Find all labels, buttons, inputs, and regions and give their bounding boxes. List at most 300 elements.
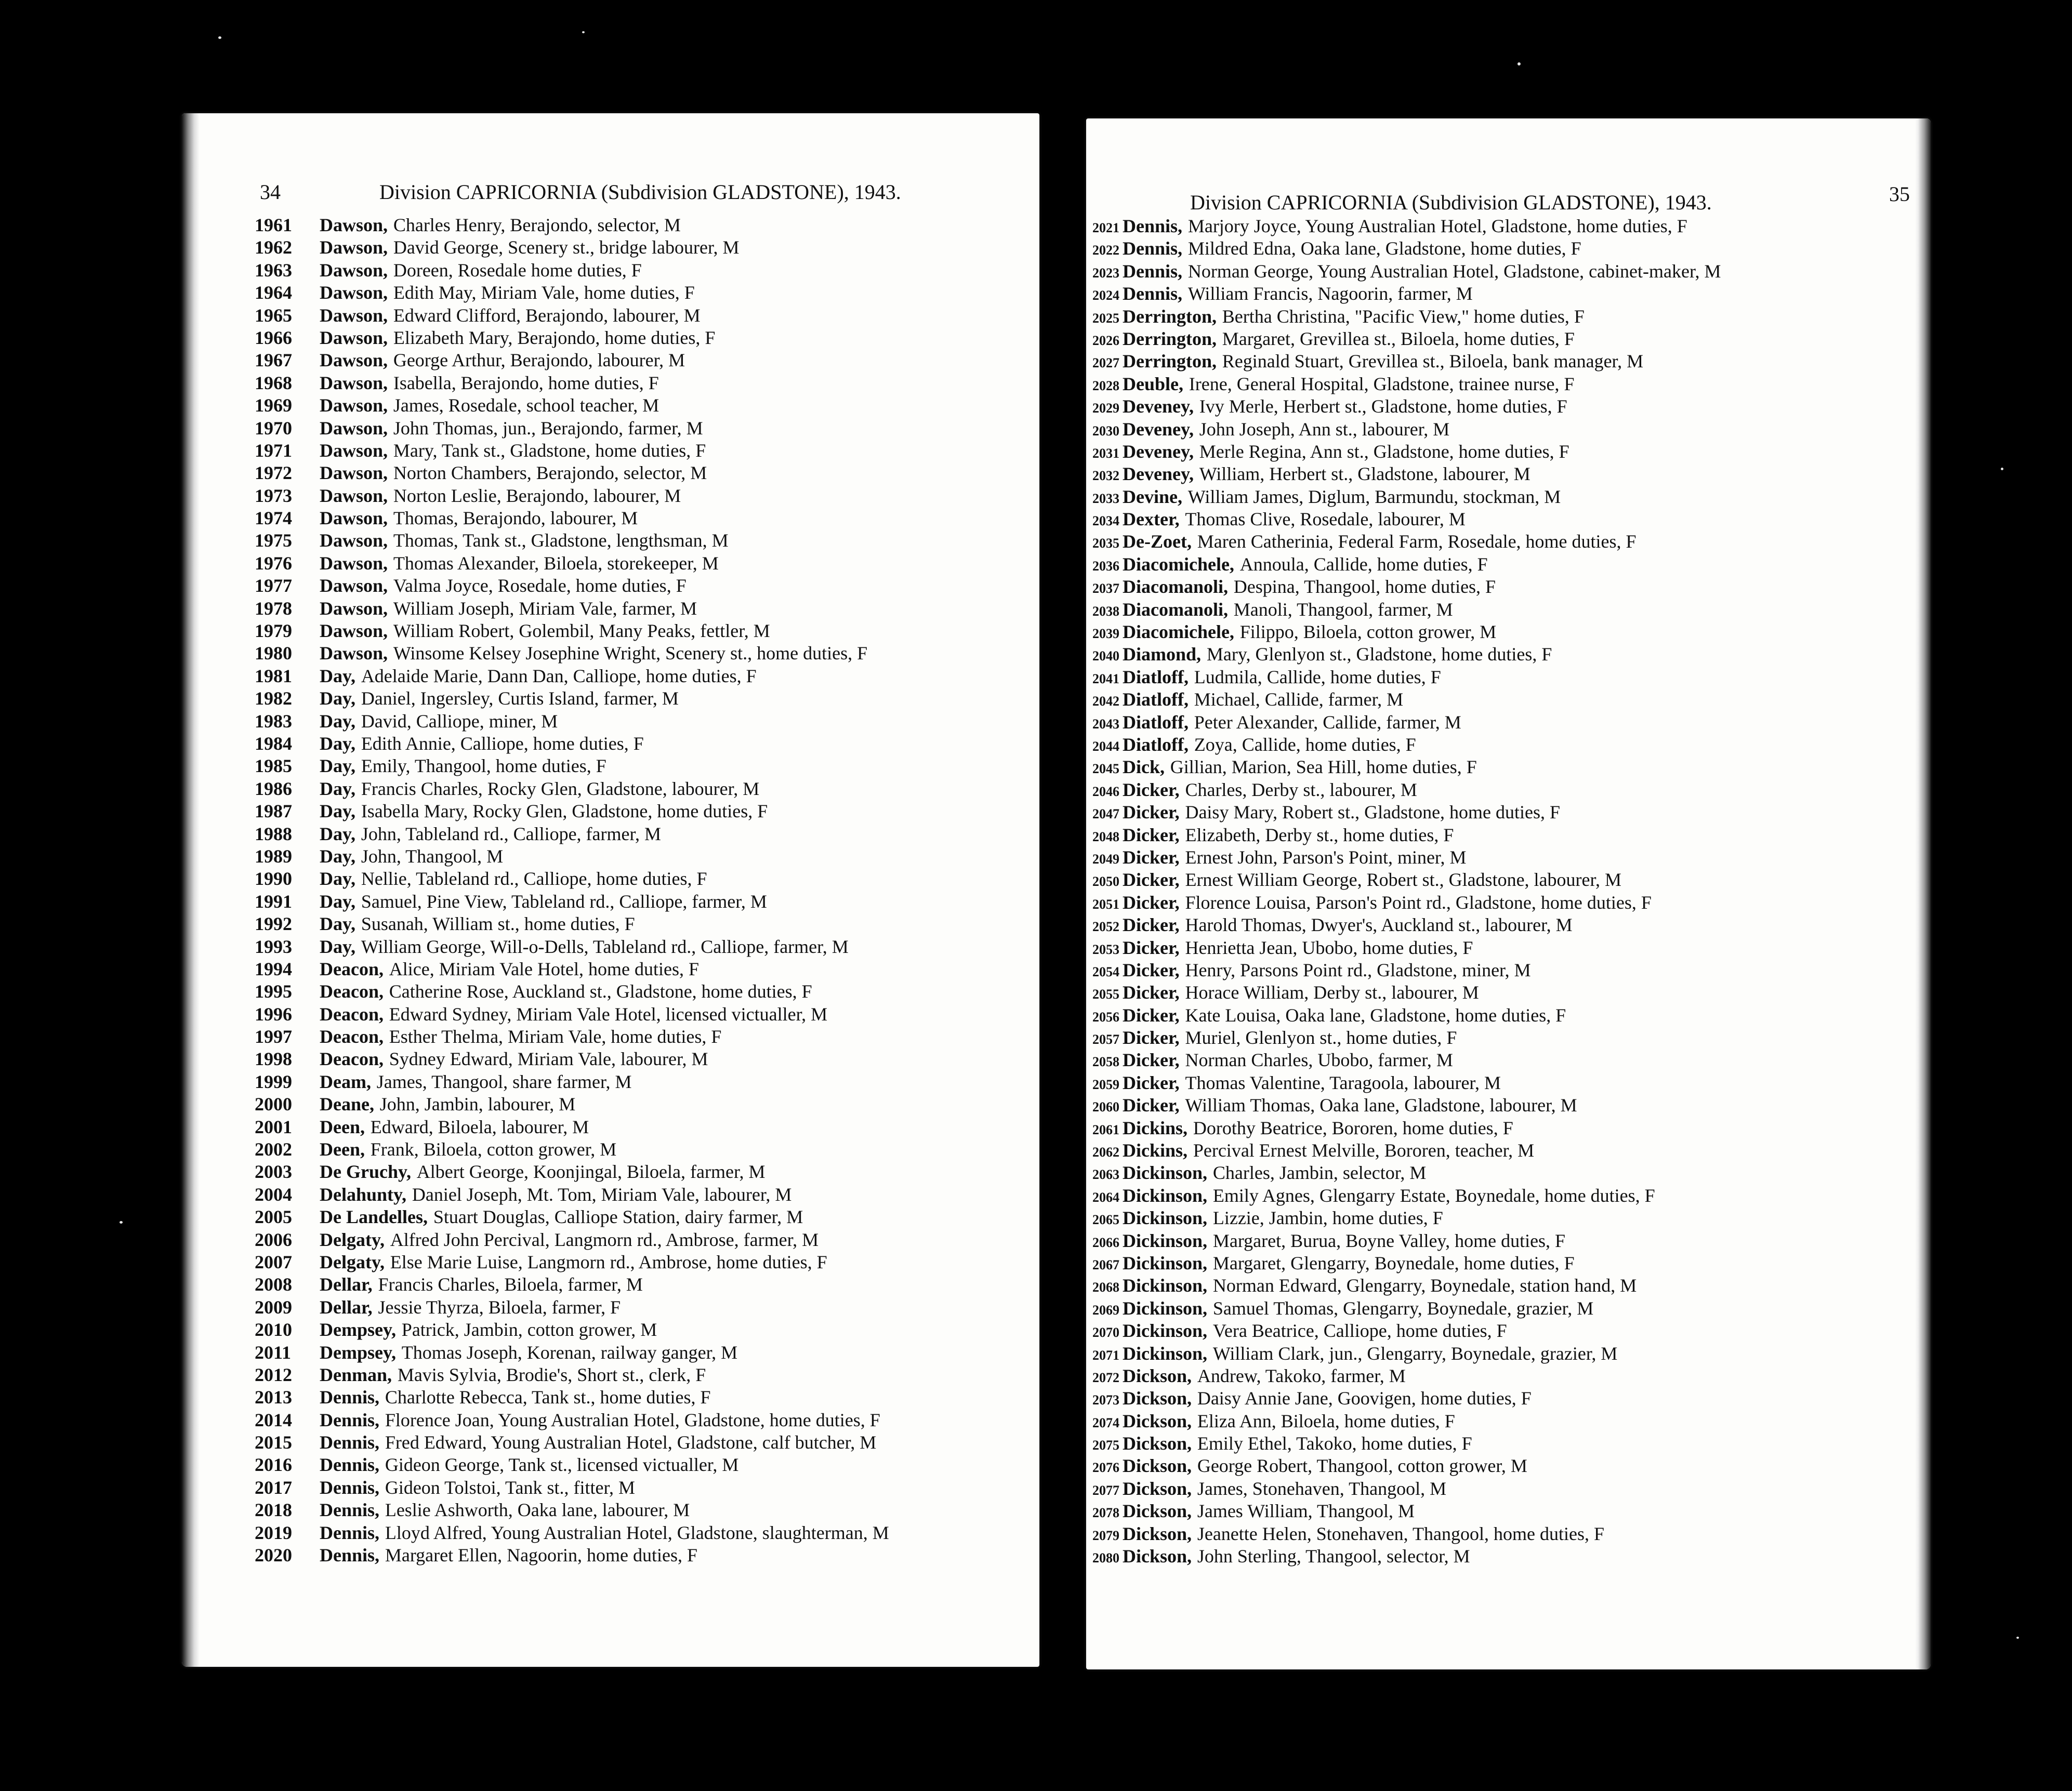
elector-surname: Day, [320, 913, 356, 935]
entry-number: 2038 [1092, 603, 1119, 619]
elector-details: Francis Charles, Biloela, farmer, M [378, 1274, 643, 1295]
elector-surname: Dickinson, [1123, 1252, 1208, 1273]
entry-number: 2028 [1092, 378, 1119, 393]
elector-surname: Day, [320, 755, 356, 777]
roll-entry [255, 936, 1024, 958]
elector-details: John Joseph, Ann st., labourer, M [1199, 418, 1450, 440]
entry-number: 2007 [255, 1251, 292, 1272]
elector-surname: Dennis, [1123, 283, 1183, 304]
elector-details: Esther Thelma, Miriam Vale, home duties, F [389, 1026, 722, 1047]
elector-surname: Dickson, [1123, 1501, 1192, 1522]
elector-surname: Dennis, [1123, 238, 1183, 259]
elector-details: Henrietta Jean, Ubobo, home duties, F [1185, 937, 1473, 958]
roll-entry [1092, 756, 1919, 778]
entry-number: 1971 [255, 440, 292, 461]
entry-number: 2060 [1092, 1099, 1119, 1115]
roll-entry [255, 958, 1024, 980]
elector-details: Valma Joyce, Rosedale, home duties, F [393, 575, 687, 596]
entry-number: 2054 [1092, 964, 1119, 979]
elector-details: Bertha Christina, "Pacific View," home duties, F [1222, 306, 1585, 327]
roll-entry [255, 1048, 1024, 1070]
entry-number: 2041 [1092, 671, 1119, 686]
elector-details: Harold Thomas, Dwyer's, Auckland st., labourer, M [1185, 914, 1573, 936]
roll-entry [1092, 1365, 1919, 1387]
elector-details: John, Tableland rd., Calliope, farmer, M [361, 823, 662, 844]
elector-details: Lloyd Alfred, Young Australian Hotel, Gladstone, slaughterman, M [385, 1522, 889, 1543]
roll-entry [255, 845, 1024, 868]
elector-surname: Dicker, [1123, 824, 1180, 845]
entry-number: 2018 [255, 1500, 292, 1521]
roll-entry [1092, 1432, 1919, 1455]
elector-surname: Dickson, [1123, 1388, 1192, 1409]
elector-details: Alice, Miriam Vale Hotel, home duties, F [389, 958, 700, 979]
elector-surname: Dickinson, [1123, 1320, 1208, 1342]
elector-surname: Day, [320, 936, 356, 957]
elector-surname: Day, [320, 868, 356, 890]
elector-details: Henry, Parsons Point rd., Gladstone, miner, M [1185, 959, 1531, 980]
entry-number: 1993 [255, 936, 292, 957]
elector-surname: Dickinson, [1123, 1162, 1208, 1184]
elector-surname: Dickinson, [1123, 1230, 1208, 1251]
elector-surname: Deveney, [1123, 463, 1194, 485]
entry-number: 1994 [255, 958, 292, 979]
roll-entry [255, 598, 1024, 620]
elector-surname: Dellar, [320, 1296, 373, 1318]
entry-number: 1982 [255, 688, 292, 709]
entry-number: 2020 [255, 1545, 292, 1566]
film-speck [120, 1221, 123, 1224]
roll-entry [255, 1161, 1024, 1183]
roll-entry [1092, 283, 1919, 305]
roll-entries [255, 214, 1024, 1567]
elector-details: Thomas Alexander, Biloela, storekeeper, M [393, 552, 719, 574]
elector-surname: Devine, [1123, 486, 1182, 507]
roll-entry [255, 372, 1024, 394]
elector-surname: Dickson, [1123, 1410, 1192, 1431]
elector-surname: Dicker, [1123, 1095, 1180, 1116]
elector-details: William Robert, Golembil, Many Peaks, fettler, M [393, 620, 770, 642]
roll-entry [255, 1026, 1024, 1048]
elector-details: Ernest William George, Robert st., Gladstone, labourer, M [1185, 869, 1622, 891]
roll-entry [255, 1499, 1024, 1521]
entry-number: 2025 [1092, 310, 1119, 326]
roll-entry [255, 1003, 1024, 1026]
roll-entry [255, 259, 1024, 282]
roll-entry [255, 1454, 1024, 1476]
roll-entry [255, 529, 1024, 552]
elector-surname: Dicker, [1123, 1072, 1180, 1093]
entry-number: 1974 [255, 508, 292, 529]
elector-surname: Dicker, [1123, 1050, 1180, 1071]
roll-entry [1092, 1185, 1919, 1207]
elector-details: James, Stonehaven, Thangool, M [1197, 1478, 1447, 1499]
elector-surname: Dawson, [320, 620, 388, 642]
elector-surname: Dickinson, [1123, 1343, 1208, 1364]
elector-surname: Delgaty, [320, 1251, 385, 1272]
elector-surname: Diatloff, [1123, 711, 1189, 733]
elector-details: James, Rosedale, school teacher, M [393, 395, 659, 416]
entry-number: 1986 [255, 778, 292, 799]
roll-entry [1092, 1545, 1919, 1568]
elector-surname: Dicker, [1123, 869, 1180, 891]
elector-surname: Dawson, [320, 485, 388, 506]
elector-surname: Dawson, [320, 598, 388, 619]
roll-entry [255, 349, 1024, 372]
entry-number: 1968 [255, 372, 292, 393]
elector-details: William Thomas, Oaka lane, Gladstone, labourer, M [1185, 1095, 1577, 1116]
elector-details: Margaret, Grevillea st., Biloela, home duties, F [1222, 328, 1575, 349]
roll-entry [255, 462, 1024, 484]
entry-number: 1998 [255, 1049, 292, 1070]
elector-details: Michael, Callide, farmer, M [1194, 689, 1404, 710]
elector-details: Elizabeth Mary, Berajondo, home duties, F [393, 327, 716, 348]
roll-entry [1092, 1252, 1919, 1275]
entry-number: 2059 [1092, 1077, 1119, 1092]
elector-surname: Dickson, [1123, 1455, 1192, 1477]
elector-details: Zoya, Callide, home duties, F [1194, 734, 1416, 755]
elector-details: George Robert, Thangool, cotton grower, M [1197, 1455, 1527, 1477]
entry-number: 2070 [1092, 1325, 1119, 1341]
entry-number: 1972 [255, 462, 292, 484]
roll-entry [255, 1386, 1024, 1409]
elector-details: Nellie, Tableland rd., Calliope, home duties, F [361, 868, 707, 890]
entry-number: 2019 [255, 1522, 292, 1543]
entry-number: 1999 [255, 1071, 292, 1092]
page-edge [182, 113, 200, 1667]
elector-surname: Dicker, [1123, 779, 1180, 800]
elector-details: Fred Edward, Young Australian Hotel, Gladstone, calf butcher, M [385, 1432, 877, 1453]
elector-details: Thomas, Tank st., Gladstone, lengthsman, M [393, 530, 729, 551]
elector-surname: Dickinson, [1123, 1185, 1208, 1206]
entry-number: 2064 [1092, 1189, 1119, 1205]
roll-entry [1092, 373, 1919, 395]
roll-entry [255, 1206, 1024, 1228]
roll-entry [1092, 892, 1919, 914]
elector-details: Lizzie, Jambin, home duties, F [1212, 1208, 1443, 1229]
page-header: Division CAPRICORNIA (Subdivision GLADSTONE), 1943. [379, 180, 901, 204]
entry-number: 2046 [1092, 784, 1119, 799]
elector-surname: Deveney, [1123, 396, 1194, 417]
entry-number: 2066 [1092, 1235, 1119, 1250]
elector-surname: De Gruchy, [320, 1161, 411, 1183]
elector-details: Kate Louisa, Oaka lane, Gladstone, home duties, F [1185, 1004, 1566, 1026]
elector-surname: Dicker, [1123, 846, 1180, 868]
elector-details: William George, Will-o-Dells, Tableland rd., Calliope, farmer, M [361, 936, 849, 957]
entry-number: 2024 [1092, 288, 1119, 303]
elector-surname: Dawson, [320, 417, 388, 439]
elector-details: Margaret Ellen, Nagoorin, home duties, F [385, 1545, 698, 1566]
entry-number: 2034 [1092, 513, 1119, 529]
elector-details: Catherine Rose, Auckland st., Gladstone, home duties, F [389, 981, 812, 1002]
right-page [1086, 118, 1931, 1669]
elector-details: Ludmila, Callide, home duties, F [1194, 666, 1441, 687]
elector-surname: Dawson, [320, 530, 388, 551]
roll-entry [1092, 1523, 1919, 1545]
elector-surname: Dicker, [1123, 982, 1180, 1003]
entry-number: 2071 [1092, 1347, 1119, 1363]
elector-details: Merle Regina, Ann st., Gladstone, home duties, F [1199, 441, 1569, 462]
roll-entry [255, 304, 1024, 327]
roll-entry [255, 755, 1024, 777]
entry-number: 2072 [1092, 1370, 1119, 1385]
elector-surname: Diamond, [1123, 644, 1202, 665]
entry-number: 2076 [1092, 1460, 1119, 1476]
film-speck [1517, 62, 1521, 65]
roll-entry [255, 1229, 1024, 1251]
entry-number: 2068 [1092, 1280, 1119, 1295]
entry-number: 2033 [1092, 490, 1119, 506]
entry-number: 2043 [1092, 716, 1119, 732]
entry-number: 2039 [1092, 626, 1119, 642]
entry-number: 2022 [1092, 243, 1119, 258]
film-speck [2016, 1637, 2019, 1639]
elector-surname: Dawson, [320, 440, 388, 461]
elector-surname: Dexter, [1123, 509, 1180, 530]
roll-entry [1092, 643, 1919, 666]
roll-entry [255, 1184, 1024, 1206]
elector-surname: Dickins, [1123, 1117, 1188, 1138]
elector-surname: Dennis, [320, 1522, 380, 1543]
elector-surname: Deane, [320, 1094, 374, 1115]
elector-details: William Francis, Nagoorin, farmer, M [1187, 283, 1473, 304]
entry-number: 2016 [255, 1454, 292, 1476]
elector-surname: Dickinson, [1123, 1297, 1208, 1319]
elector-details: Eliza Ann, Biloela, home duties, F [1197, 1410, 1455, 1431]
elector-surname: Dawson, [320, 643, 388, 664]
roll-entry [1092, 328, 1919, 350]
elector-details: Daisy Annie Jane, Goovigen, home duties, F [1197, 1388, 1532, 1409]
roll-entry [255, 394, 1024, 417]
entry-number: 1980 [255, 643, 292, 664]
entry-number: 1988 [255, 823, 292, 844]
entry-number: 2062 [1092, 1145, 1119, 1160]
elector-surname: Dickins, [1123, 1140, 1188, 1161]
elector-details: Samuel Thomas, Glengarry, Boynedale, grazier, M [1212, 1297, 1594, 1319]
entry-number: 1983 [255, 710, 292, 732]
entry-number: 1964 [255, 282, 292, 303]
elector-details: Irene, General Hospital, Gladstone, trainee nurse, F [1189, 373, 1575, 394]
roll-entry [1092, 959, 1919, 981]
roll-entry [1092, 599, 1919, 621]
entry-number: 2005 [255, 1206, 292, 1228]
elector-details: Horace William, Derby st., labourer, M [1185, 982, 1479, 1003]
entry-number: 2015 [255, 1432, 292, 1453]
entry-number: 2080 [1092, 1550, 1119, 1566]
entry-number: 2000 [255, 1094, 292, 1115]
elector-details: Daniel Joseph, Mt. Tom, Miriam Vale, labourer, M [412, 1184, 792, 1205]
roll-entry [1092, 688, 1919, 711]
elector-surname: Dick, [1123, 757, 1165, 778]
roll-entry [1092, 463, 1919, 485]
roll-entry [1092, 1478, 1919, 1500]
entry-number: 1965 [255, 304, 292, 326]
elector-details: Adelaide Marie, Dann Dan, Calliope, home duties, F [361, 665, 757, 686]
roll-entry [1092, 1297, 1919, 1320]
elector-details: Ivy Merle, Herbert st., Gladstone, home duties, F [1199, 396, 1567, 417]
elector-surname: Deen, [320, 1139, 365, 1160]
elector-surname: Dickson, [1123, 1523, 1192, 1544]
roll-entry [1092, 846, 1919, 869]
elector-details: Elizabeth, Derby st., home duties, F [1185, 824, 1454, 845]
elector-details: Andrew, Takoko, farmer, M [1197, 1365, 1406, 1386]
elector-details: Florence Louisa, Parson's Point rd., Gladstone, home duties, F [1185, 892, 1652, 913]
elector-details: Norton Chambers, Berajondo, selector, M [393, 462, 707, 484]
elector-details: Thomas Joseph, Korenan, railway ganger, M [401, 1342, 738, 1363]
roll-entry [1092, 1094, 1919, 1117]
entry-number: 1989 [255, 845, 292, 867]
elector-surname: Day, [320, 688, 356, 709]
entry-number: 2008 [255, 1274, 292, 1295]
elector-details: James William, Thangool, M [1197, 1501, 1415, 1522]
roll-entry [255, 417, 1024, 440]
entry-number: 2009 [255, 1296, 292, 1318]
elector-details: Albert George, Koonjingal, Biloela, farmer, M [416, 1161, 766, 1183]
entry-number: 2003 [255, 1161, 292, 1183]
elector-details: Mildred Edna, Oaka lane, Gladstone, home duties, F [1187, 238, 1581, 259]
roll-entry [1092, 1027, 1919, 1049]
roll-entry [255, 282, 1024, 304]
elector-surname: Deam, [320, 1071, 371, 1092]
entry-number: 2069 [1092, 1302, 1119, 1318]
elector-details: Norman Edward, Glengarry, Boynedale, station hand, M [1212, 1275, 1637, 1296]
elector-surname: Dicker, [1123, 1004, 1180, 1026]
elector-details: Gideon Tolstoi, Tank st., fitter, M [385, 1477, 635, 1498]
roll-entry [1092, 937, 1919, 959]
elector-surname: Day, [320, 778, 356, 799]
entry-number: 1973 [255, 485, 292, 506]
elector-surname: Dickson, [1123, 1433, 1192, 1454]
elector-details: Daisy Mary, Robert st., Gladstone, home duties, F [1185, 802, 1561, 823]
entry-number: 2037 [1092, 581, 1119, 596]
elector-details: Florence Joan, Young Australian Hotel, Gladstone, home duties, F [385, 1409, 880, 1430]
roll-entry [255, 485, 1024, 507]
elector-details: John Thomas, jun., Berajondo, farmer, M [393, 417, 703, 439]
elector-details: Isabella Mary, Rocky Glen, Gladstone, home duties, F [361, 801, 768, 822]
elector-details: Marjory Joyce, Young Australian Hotel, Gladstone, home duties, F [1187, 216, 1687, 236]
entry-number: 1976 [255, 552, 292, 574]
entry-number: 2026 [1092, 333, 1119, 348]
entry-number: 2055 [1092, 987, 1119, 1002]
roll-entry [255, 823, 1024, 845]
roll-entry [1092, 981, 1919, 1004]
entry-number: 2014 [255, 1409, 292, 1430]
roll-entry [255, 733, 1024, 755]
entry-number: 1969 [255, 395, 292, 416]
elector-surname: Deveney, [1123, 418, 1194, 440]
elector-surname: Dawson, [320, 237, 388, 258]
entry-number: 2004 [255, 1184, 292, 1205]
entry-number: 2065 [1092, 1212, 1119, 1228]
elector-surname: Deuble, [1123, 373, 1183, 394]
entry-number: 2032 [1092, 468, 1119, 484]
roll-entry [1092, 1049, 1919, 1071]
entry-number: 2027 [1092, 355, 1119, 371]
elector-details: Leslie Ashworth, Oaka lane, labourer, M [385, 1500, 690, 1521]
roll-entry [1092, 1117, 1919, 1139]
elector-details: William Joseph, Miriam Vale, farmer, M [393, 598, 697, 619]
elector-details: George Arthur, Berajondo, labourer, M [393, 350, 685, 371]
elector-surname: Dawson, [320, 508, 388, 529]
page-header: Division CAPRICORNIA (Subdivision GLADSTONE), 1943. [1190, 191, 1712, 214]
elector-details: Muriel, Glenlyon st., home duties, F [1185, 1027, 1457, 1049]
roll-entry [1092, 1500, 1919, 1522]
elector-surname: Dellar, [320, 1274, 373, 1295]
roll-entry [1092, 621, 1919, 643]
entry-number: 1961 [255, 215, 292, 235]
elector-details: William, Herbert st., Gladstone, labourer, M [1199, 463, 1530, 485]
elector-details: Sydney Edward, Miriam Vale, labourer, M [389, 1049, 708, 1070]
elector-surname: Dennis, [1123, 260, 1183, 282]
entry-number: 2044 [1092, 738, 1119, 754]
elector-surname: Deacon, [320, 981, 384, 1002]
entry-number: 2061 [1092, 1122, 1119, 1137]
elector-surname: Deveney, [1123, 441, 1194, 462]
entry-number: 1967 [255, 350, 292, 371]
entry-number: 2067 [1092, 1257, 1119, 1272]
entry-number: 2057 [1092, 1032, 1119, 1047]
elector-surname: Dawson, [320, 304, 388, 326]
elector-surname: Dickinson, [1123, 1208, 1208, 1229]
elector-surname: Deacon, [320, 1026, 384, 1047]
roll-entry [1092, 1139, 1919, 1162]
elector-surname: Deen, [320, 1116, 365, 1137]
roll-entry [1092, 779, 1919, 801]
elector-details: Susanah, William st., home duties, F [361, 913, 635, 935]
roll-entry [1092, 801, 1919, 824]
entry-number: 2035 [1092, 536, 1119, 551]
elector-details: Dorothy Beatrice, Bororen, home duties, F [1193, 1117, 1513, 1138]
roll-entry [255, 980, 1024, 1003]
elector-details: Ernest John, Parson's Point, miner, M [1185, 846, 1467, 868]
elector-surname: Dawson, [320, 282, 388, 303]
elector-surname: Dicker, [1123, 959, 1180, 980]
elector-surname: Dawson, [320, 215, 388, 235]
roll-entry [1092, 395, 1919, 418]
elector-surname: Dicker, [1123, 802, 1180, 823]
entry-number: 1970 [255, 417, 292, 439]
entry-number: 2045 [1092, 761, 1119, 777]
roll-entry [255, 1522, 1024, 1544]
elector-surname: Delgaty, [320, 1229, 385, 1250]
roll-entry [1092, 1207, 1919, 1229]
elector-surname: De Landelles, [320, 1206, 428, 1228]
entry-number: 2017 [255, 1477, 292, 1498]
elector-details: Charles, Jambin, selector, M [1212, 1162, 1427, 1184]
entry-number: 2030 [1092, 423, 1119, 439]
elector-details: Francis Charles, Rocky Glen, Gladstone, labourer, M [361, 778, 760, 799]
elector-details: William Clark, jun., Glengarry, Boynedale, grazier, M [1212, 1343, 1618, 1364]
film-speck [582, 31, 585, 33]
entry-number: 2011 [255, 1342, 292, 1363]
roll-entry [1092, 1072, 1919, 1094]
elector-surname: De-Zoet, [1123, 531, 1192, 552]
elector-surname: Denman, [320, 1364, 392, 1385]
entry-number: 2056 [1092, 1009, 1119, 1025]
elector-surname: Delahunty, [320, 1184, 407, 1205]
entry-number: 2058 [1092, 1054, 1119, 1070]
entry-number: 1985 [255, 755, 292, 777]
entry-number: 2021 [1092, 220, 1119, 235]
entry-number: 1995 [255, 981, 292, 1002]
film-speck [2001, 468, 2003, 470]
entry-number: 2073 [1092, 1392, 1119, 1408]
elector-surname: Derrington, [1123, 351, 1217, 372]
elector-details: Gideon George, Tank st., licensed victualler, M [385, 1454, 739, 1476]
elector-details: Norton Leslie, Berajondo, labourer, M [393, 485, 681, 506]
elector-surname: Dawson, [320, 575, 388, 596]
entry-number: 1979 [255, 620, 292, 642]
entry-number: 2053 [1092, 941, 1119, 957]
